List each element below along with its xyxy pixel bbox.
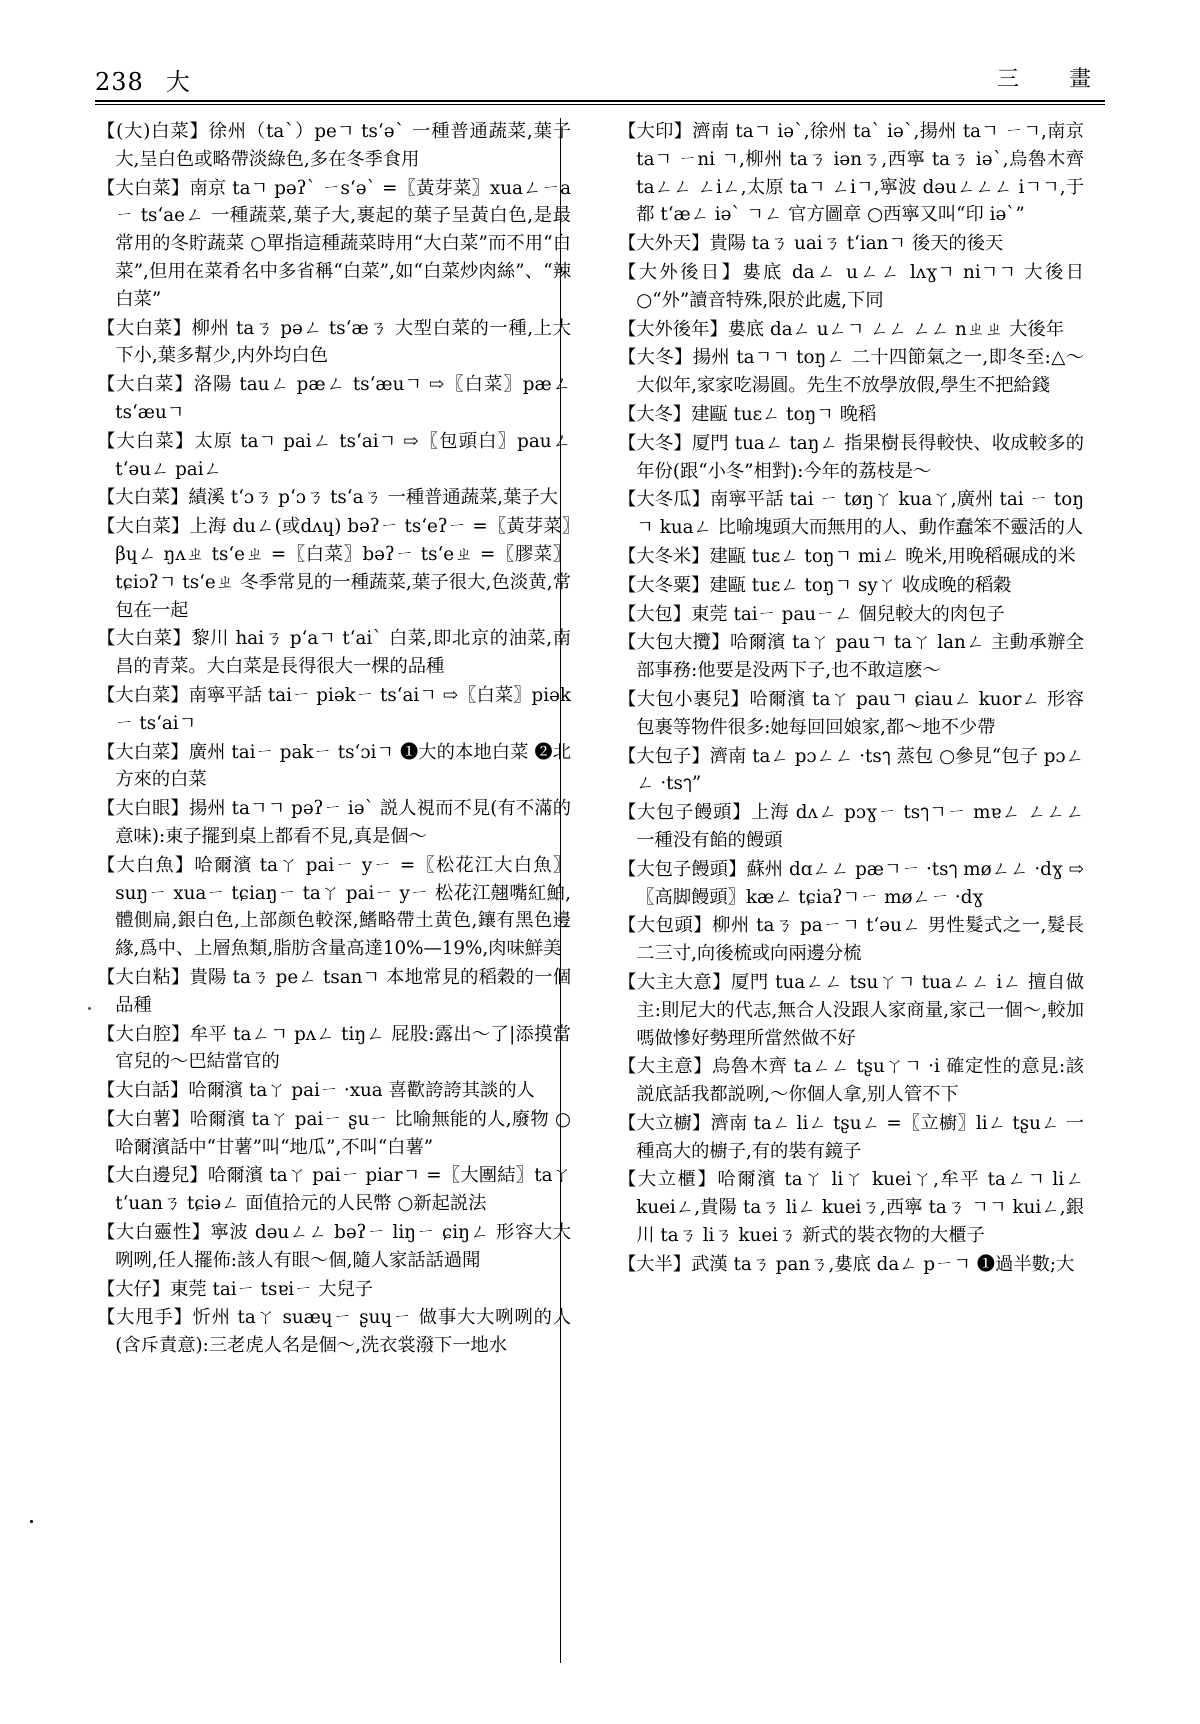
- dictionary-entry: 【大冬粟】建甌 tuɛㄥ toŋㄱ syㄚ 收成晚的稻穀: [617, 574, 1012, 596]
- dictionary-entry: 【大立櫃】哈爾濱 taㄚ liㄚ kueiㄚ,牟平 taㄥㄱ liㄥ kueiㄥ,貴陽 taㄋ liㄥ kueiㄋ,西寧 taㄋ ㄱㄱ kuiㄥ,銀川 taㄋ liㄋ kueiㄋ 新式的裝衣物的大櫃子: [617, 1169, 1084, 1247]
- dictionary-entry: 【大甩手】忻州 taㄚ suæɥㄧ ʂuɥㄧ 做事大大咧咧的人(含斥責意):三老虎人名是個～,洗衣裳潑下一地水: [96, 1307, 571, 1357]
- dictionary-entry: 【大白菜】南京 taㄱ pəʔˋ ㄧsʻəˋ =〖黃芽菜〗xuaㄥㄧaㄧ tsʻaeㄥ 一種蔬菜,葉子大,裹起的葉子呈黃白色,是最常用的冬貯蔬菜 ○單指這種蔬菜時用“大白菜”而不用“白菜”,但用在菜肴名中多省稱“白菜”,如“白菜炒肉絲”、“辣白菜”: [96, 177, 571, 310]
- dictionary-entry: 【大白菜】太原 taㄱ paiㄥ tsʻaiㄱ ⇨〖包頭白〗pauㄥ tʻəuㄥ paiㄥ: [96, 430, 571, 480]
- dictionary-entry: 【大包頭】柳州 taㄋ paㄧㄱ tʻəuㄥ 男性髮式之一,髮長二三寸,向後梳或向兩邊分梳: [617, 915, 1084, 965]
- dictionary-entry: 【大包子饅頭】上海 dʌㄥ pɔɣㄧ tsๅㄱㄧ mɐㄥ ㄥㄥㄥ 一種没有餡的饅頭: [617, 802, 1084, 851]
- dictionary-entry: 【大包大攬】哈爾濱 taㄚ pauㄱ taㄚ lanㄥ 主動承辦全部事務:他要是没两下子,也不敢這麽～: [617, 632, 1084, 682]
- column-right: [585, 118, 1090, 1678]
- page-columns: [80, 118, 1120, 1678]
- dictionary-entry: 【大白菜】柳州 taㄋ pəㄥ tsʻæㄋ 大型白菜的一種,上大下小,葉多幫少,内外均白色: [96, 317, 571, 367]
- column-left: [80, 118, 585, 1678]
- dictionary-entry: 【大白眼】揚州 taㄱㄱ pəʔㄧ iəˋ 説人視而不見(有不滿的意味):東子擺到桌上都看不見,真是個～: [96, 798, 571, 847]
- dictionary-entry: 【大白菜】績溪 tʻɔㄋ pʻɔㄋ tsʻaㄋ 一種普通蔬菜,葉子大: [96, 487, 558, 509]
- dictionary-entry: 【大白話】哈爾濱 taㄚ paiㄧ ·xua 喜歡誇誇其談的人: [96, 1080, 535, 1102]
- header-divider-thin: [95, 104, 1105, 105]
- dictionary-entry: 【大仔】東莞 taiㄧ tsɐiㄧ 大兒子: [96, 1278, 374, 1300]
- header-right: 三 畫: [996, 67, 1105, 92]
- header-left: [95, 62, 191, 97]
- header-section-char: 大: [165, 68, 191, 96]
- scan-speck: [88, 1007, 91, 1010]
- dictionary-entry: 【大包子饅頭】蘇州 dɑㄥㄥ pæㄱㄧ ·tsๅ møㄥㄥ ·dɣ ⇨〖高脚饅頭〗kæㄥ tɕiaʔㄱㄧ møㄥㄧ ·dɣ: [617, 858, 1084, 908]
- page-header: [95, 62, 1105, 102]
- dictionary-entry: 【大冬米】建甌 tuɛㄥ toŋㄱ miㄥ 晚米,用晚稻碾成的米: [617, 545, 1076, 567]
- dictionary-entry: 【(大)白菜】徐州（taˋ）peㄱ tsʻəˋ 一種普通蔬菜,葉子大,呈白色或略帶淡綠色,多在冬季食用: [96, 121, 571, 170]
- dictionary-entry: 【大冬瓜】南寧平話 tai ㄧ tøŋㄚ kuaㄚ,廣州 tai ㄧ toŋㄱ kuaㄥ 比喻塊頭大而無用的人、動作蠢笨不靈活的人: [617, 489, 1084, 539]
- dictionary-entry: 【大白菜】洛陽 tauㄥ pæㄥ tsʻæuㄱ ⇨〖白菜〗pæㄥ tsʻæuㄱ: [96, 374, 571, 423]
- dictionary-entry: 【大外天】貴陽 taㄋ uaiㄋ tʻianㄱ 後天的後天: [617, 233, 1004, 255]
- dictionary-entry: 【大白菜】上海 duㄥ(或dʌɥ) bəʔㄧ tsʻeʔㄧ =〖黃芽菜〗βɥㄥ ŋʌㄓ tsʻeㄓ =〖白菜〗bəʔㄧ tsʻeㄓ =〖膠菜〗tɕiɔʔㄱ tsʻeㄓ 冬季常見的一種蔬菜,葉子很大,色淡黄,常包在一起: [96, 516, 571, 621]
- dictionary-entry: 【大主大意】厦門 tuaㄥㄥ tsuㄚㄱ tuaㄥㄥ iㄥ 擅自做主:則尼大的代志,無合人没跟人家商量,家己一個～,較加嗎做慘好勢理所當然做不好: [617, 971, 1084, 1049]
- dictionary-entry: 【大白魚】哈爾濱 taㄚ paiㄧ yㄧ =〖松花江大白魚〗suŋㄧ xuaㄧ tɕiaŋㄧ taㄚ paiㄧ yㄧ 松花江翹嘴紅鮊,體側扁,銀白色,上部颜色較深,鰭略帶土黄色,鑲有黑色邊緣,爲中、上層魚類,脂肪含量高達10%—19%,肉味鮮美: [96, 854, 571, 960]
- dictionary-entry: 【大印】濟南 taㄱ iəˋ,徐州 taˋ iəˋ,揚州 taㄱ ㄧㄱ,南京 taㄱ ㄧni ㄱ,柳州 taㄋ iənㄋ,西寧 taㄋ iəˋ,烏魯木齊 taㄥㄥ ㄥiㄥ,太原 taㄱ ㄥiㄱ,寧波 dəuㄥㄥㄥ iㄱㄱ,于都 tʻæㄥ iəˋ ㄱㄥ 官方圖章 ○西寧又叫“印 iəˋ”: [617, 121, 1084, 226]
- dictionary-entry: 【大白薯】哈爾濱 taㄚ paiㄧ ʂuㄧ 比喻無能的人,廢物 ○哈爾濱話中“甘薯”叫“地瓜”,不叫“白薯”: [96, 1108, 571, 1158]
- dictionary-entry: 【大包小裹兒】哈爾濱 taㄚ pauㄱ ɕiauㄥ kuorㄥ 形容包裹等物件很多:她每回回娘家,都～地不少帶: [617, 688, 1084, 738]
- dictionary-entry: 【大主意】烏魯木齊 taㄥㄥ tʂuㄚㄱ ·i 確定性的意見:該説底話我都説咧,～你個人拿,别人管不下: [617, 1056, 1084, 1106]
- dictionary-entry: 【大包】東莞 taiㄧ pauㄧㄥ 個兒較大的肉包子: [617, 603, 1005, 625]
- dictionary-entry: 【大白靈性】寧波 dəuㄥㄥ bəʔㄧ liŋㄧ ɕiŋㄥ 形容大大咧咧,任人擺佈:該人有眼～個,隨人家話話過聞: [96, 1222, 571, 1271]
- dictionary-entry: 【大外後年】婁底 daㄥ uㄥㄱ ㄥㄥ ㄥㄥ nㄓㄓ 大後年: [617, 318, 1064, 340]
- dictionary-entry: 【大冬】揚州 taㄱㄱ toŋㄥ 二十四節氣之一,即冬至:△～大似年,家家吃湯圓。先生不放學放假,學生不把給錢: [617, 347, 1084, 397]
- dictionary-entry: 【大白腔】牟平 taㄥㄱ pʌㄥ tiŋㄥ 屁股:露出～了|添摸當官兒的～巴結當官的: [96, 1023, 571, 1073]
- header-divider-thick: [95, 100, 1105, 102]
- dictionary-entry: 【大白邊兒】哈爾濱 taㄚ paiㄧ piarㄱ =〖大團結〗taㄚ tʻuanㄋ tɕiəㄥ 面值拾元的人民幣 ○新起説法: [96, 1165, 571, 1215]
- dictionary-entry: 【大白菜】南寧平話 taiㄧ piəkㄧ tsʻaiㄱ ⇨〖白菜〗piəkㄧ tsʻaiㄱ: [96, 684, 571, 734]
- dictionary-entry: 【大半】武漢 taㄋ panㄋ,婁底 daㄥ pㄧㄱ ❶過半數;大: [617, 1253, 1075, 1275]
- dictionary-entry: 【大白菜】廣州 taiㄧ pakㄧ tsʻɔiㄱ ❶大的本地白菜 ❷北方來的白菜: [96, 741, 571, 791]
- dictionary-entry: 【大外後日】婁底 daㄥ uㄥㄥ lʌɣㄱ niㄱㄱ 大後日 ○“外”讀音特殊,限於此處,下同: [617, 261, 1084, 311]
- page-number: 238: [95, 68, 144, 96]
- dictionary-entry: 【大包子】濟南 taㄥ pɔㄥㄥ ·tsๅ 蒸包 ○參見“包子 pɔㄥㄥ ·tsๅ”: [617, 745, 1084, 795]
- dictionary-entry: 【大冬】建甌 tuɛㄥ toŋㄱ 晚稻: [617, 403, 877, 425]
- scan-speck: [30, 1520, 33, 1523]
- dictionary-entry: 【大立櫥】濟南 taㄥ liㄥ tʂuㄥ =〖立櫥〗liㄥ tʂuㄥ 一種高大的櫥子,有的裝有鏡子: [617, 1112, 1084, 1162]
- dictionary-entry: 【大白菜】黎川 haiㄋ pʻaㄱ tʻaiˋ 白菜,即北京的油菜,南昌的青菜。大白菜是長得很大一棵的品種: [96, 628, 571, 678]
- dictionary-entry: 【大白粘】貴陽 taㄋ peㄥ tsanㄱ 本地常見的稻穀的一個品種: [96, 966, 571, 1016]
- dictionary-entry: 【大冬】厦門 tuaㄥ taŋㄥ 指果樹長得較快、收成較多的年份(跟“小冬”相對):今年的荔枝是～: [617, 432, 1084, 482]
